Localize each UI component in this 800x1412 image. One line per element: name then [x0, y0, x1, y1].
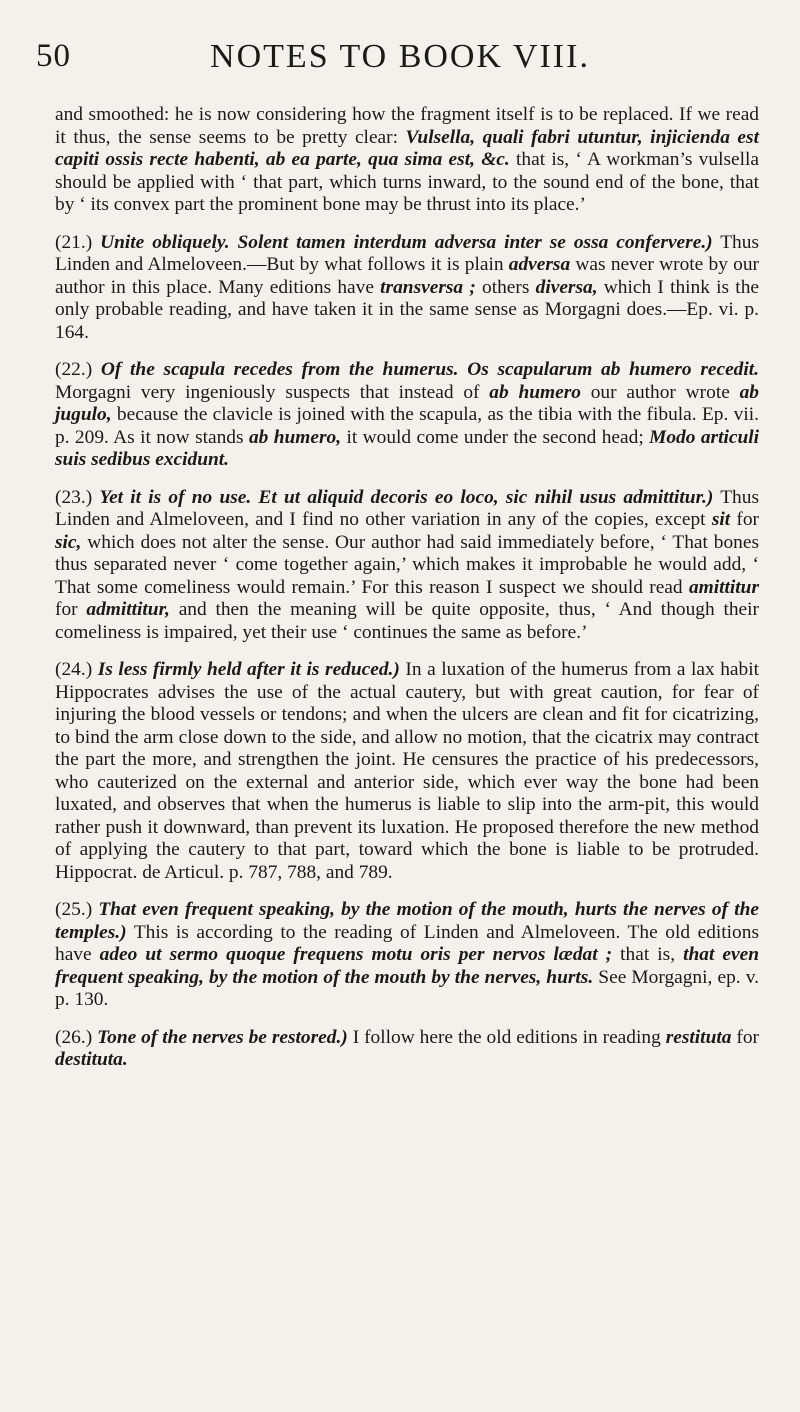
text-run: and then the meaning will be quite opposite, thus, ‘ And though their comeliness is impaired, yet their use ‘ continues the same as before.’ — [55, 599, 759, 643]
note-paragraph — [55, 899, 759, 1012]
italic-text: destituta. — [55, 1049, 128, 1070]
note-number: (21.) — [55, 231, 101, 253]
note-number: (26.) — [55, 1026, 98, 1048]
italic-text: amittitur — [688, 576, 759, 598]
italic-text: That even frequent speaking, by the motion of the mouth, hurts the nerves of the temples.) — [55, 899, 759, 943]
text-run: that is, ‘ A workman’s vulsella should be applied with ‘ that part, which turns inward, to the sound end of the bone, that by ‘ its convex part the prominent bone may be thrust into its place.’ — [55, 149, 759, 215]
notes-body — [55, 104, 759, 1087]
text-run: for — [55, 599, 87, 620]
text-run: others — [475, 276, 536, 298]
text-run: Morgagni very ingeniously suspects that instead of — [55, 381, 490, 403]
note-paragraph — [55, 232, 759, 345]
italic-text: Vulsella, quali fabri utuntur, injicienda est capiti ossis recte habenti, ab ea parte, qua sima est, — [55, 126, 759, 170]
italic-text: Modo articuli suis sedibus excidunt. — [55, 426, 760, 470]
italic-text: Unite obliquely. Solent tamen interdum adversa inter se ossa confervere.) — [100, 231, 713, 253]
text-run: was never wrote by our author in this place. Many editions have — [55, 254, 759, 298]
text-run: because the clavicle is joined with the scapula, as the tibia with the fibula. Ep. vii. p. 209. As it now stands — [55, 404, 759, 448]
text-run: that is, — [612, 944, 684, 965]
text-run: Thus Linden and Almeloveen.—But by what follows it is plain — [55, 231, 759, 275]
note-number: (22.) — [55, 359, 101, 380]
text-run: and smoothed: he is now considering how the fragment itself is to be replaced. If we read it thus, the sense seems to be pretty clear: — [55, 104, 759, 148]
text-run: I follow here the old editions in reading — [347, 1026, 666, 1048]
italic-text: diversa, — [535, 276, 598, 298]
running-head: NOTES TO BOOK VIII. — [210, 38, 590, 75]
text-run: This is according to the reading of Linden and Almeloveen. The old editions have — [55, 921, 759, 965]
page-number: 50 — [36, 38, 71, 74]
text-run: which does not alter the sense. Our author had said immediately before, ‘ That bones thus separated never ‘ come together again,’ which makes it improbable he would add, ‘ That some comeliness would remain.’ For this reason I suspect we should read — [55, 531, 759, 598]
page-header — [30, 36, 770, 86]
italic-text: Tone of the nerves be restored.) — [97, 1026, 348, 1048]
note-paragraph — [55, 1027, 759, 1072]
note-number: (25.) — [55, 899, 99, 920]
italic-text: transversa ; — [380, 276, 476, 298]
italic-text: &c. — [481, 149, 510, 170]
italic-text: that even frequent speaking, by the motion of the mouth by the nerves, hurts. — [55, 944, 759, 988]
continued-paragraph — [55, 104, 759, 217]
note-paragraph — [55, 487, 759, 645]
italic-text: Of the scapula recedes from the humerus. Os scapularum ab humero recedit. — [100, 359, 759, 380]
text-run: which I think is the only probable reading, and have taken it in the same sense as Morgagni does.—Ep. vi. p. 164. — [55, 276, 759, 343]
text-run: for — [730, 509, 759, 530]
italic-text: adversa — [508, 254, 571, 275]
italic-text: Is less firmly held after it is reduced.) — [97, 659, 400, 680]
italic-text: admittitur, — [86, 599, 170, 620]
italic-text: sic, — [55, 531, 82, 553]
text-run: See Morgagni, ep. v. p. 130. — [55, 966, 759, 1010]
note-number: (24.) — [55, 659, 98, 680]
text-run: for — [731, 1026, 759, 1048]
italic-text: restituta — [665, 1026, 732, 1048]
italic-text: Yet it is of no use. Et ut aliquid decoris eo loco, sic nihil usus admittitur.) — [99, 486, 714, 508]
note-number: (23.) — [55, 486, 100, 508]
note-paragraph — [55, 359, 759, 472]
italic-text: sit — [711, 509, 731, 530]
text-run: it would come under the second head; — [341, 426, 650, 448]
text-run: our author wrote — [580, 381, 740, 403]
italic-text: ab jugulo, — [55, 381, 759, 425]
italic-text: ab humero, — [248, 426, 342, 448]
text-run: Thus Linden and Almeloveen, and I find no other variation in any of the copies, except — [55, 486, 759, 530]
italic-text: ab humero — [489, 381, 581, 403]
text-run: In a luxation of the humerus from a lax habit Hippocrates advises the use of the actual cautery, but with great caution, for fear of injuring the blood vessels or tendons; and when the ulcers are clean and fit for cicatrizing, to bind the arm close down to the side, and allow no motion, that the cicatrix may contract the part the more, and strengthen the joint. He censures the practice of his predecessors, who cauterized on the external and anterior side, which ever way the bone had been luxated, and observes that when the humerus is liable to slip into the arm-pit, this would rather push it downward, than prevent its luxation. He proposed therefore the new method of applying the cautery to that part, toward which the bone is liable to be protruded. Hippocrat. de Articul. p. 787, 788, and 789. — [55, 659, 759, 883]
note-paragraph — [55, 659, 759, 884]
italic-text: adeo ut sermo quoque frequens motu oris per nervos lædat ; — [99, 944, 613, 965]
